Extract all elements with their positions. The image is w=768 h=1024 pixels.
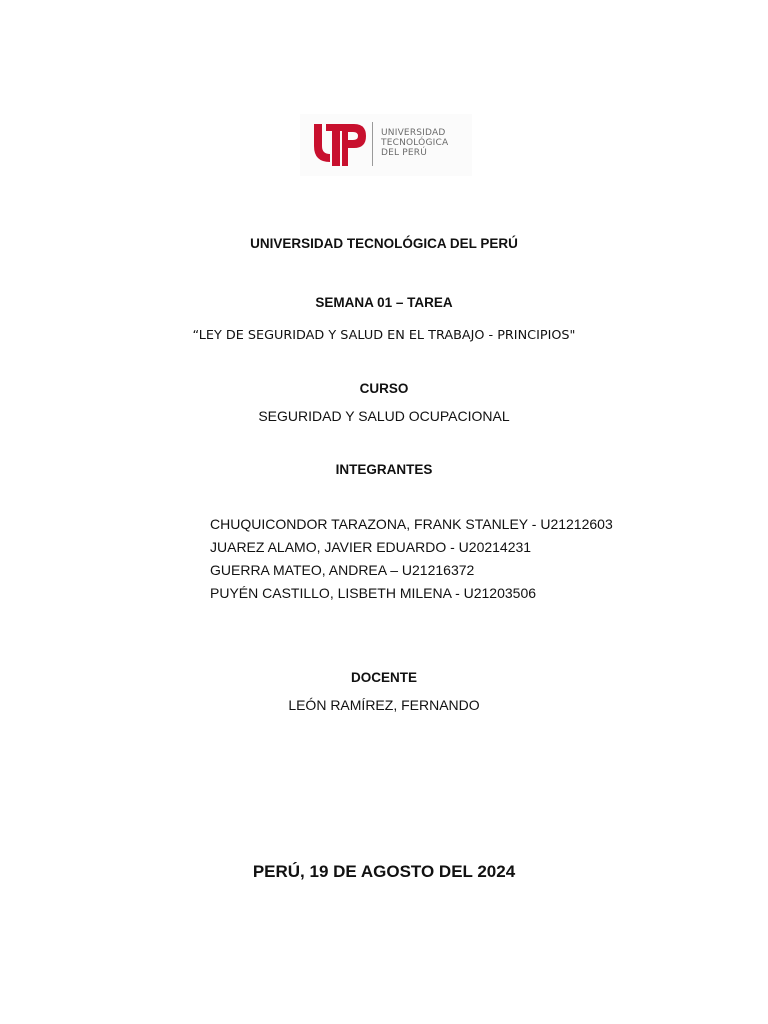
topic-title: “LEY DE SEGURIDAD Y SALUD EN EL TRABAJO - PRINCIPIOS": [192, 328, 576, 343]
teacher-heading: DOCENTE: [350, 670, 417, 685]
date-line: PERÚ, 19 DE AGOSTO DEL 2024: [252, 862, 516, 881]
institution-title: UNIVERSIDAD TECNOLÓGICA DEL PERÚ: [250, 236, 518, 251]
members-list: [210, 513, 613, 605]
teacher-name: LEÓN RAMÍREZ, FERNANDO: [288, 697, 480, 713]
course-name: SEGURIDAD Y SALUD OCUPACIONAL: [258, 408, 510, 424]
logo-wordmark: UNIVERSIDAD TECNOLÓGICA DEL PERÚ: [381, 128, 449, 158]
member-item: JUAREZ ALAMO, JAVIER EDUARDO - U20214231: [210, 539, 532, 555]
member-item: PUYÉN CASTILLO, LISBETH MILENA - U21203506: [210, 585, 537, 601]
utp-mark-icon: [312, 120, 370, 170]
member-item: CHUQUICONDOR TARAZONA, FRANK STANLEY - U21212603: [210, 516, 613, 532]
member-item: GUERRA MATEO, ANDREA – U21216372: [210, 562, 475, 578]
assignment-title: SEMANA 01 – TAREA: [315, 295, 453, 310]
logo-divider: [372, 122, 373, 166]
university-logo: [300, 114, 472, 176]
course-heading: CURSO: [359, 381, 409, 396]
members-heading: INTEGRANTES: [335, 462, 433, 477]
